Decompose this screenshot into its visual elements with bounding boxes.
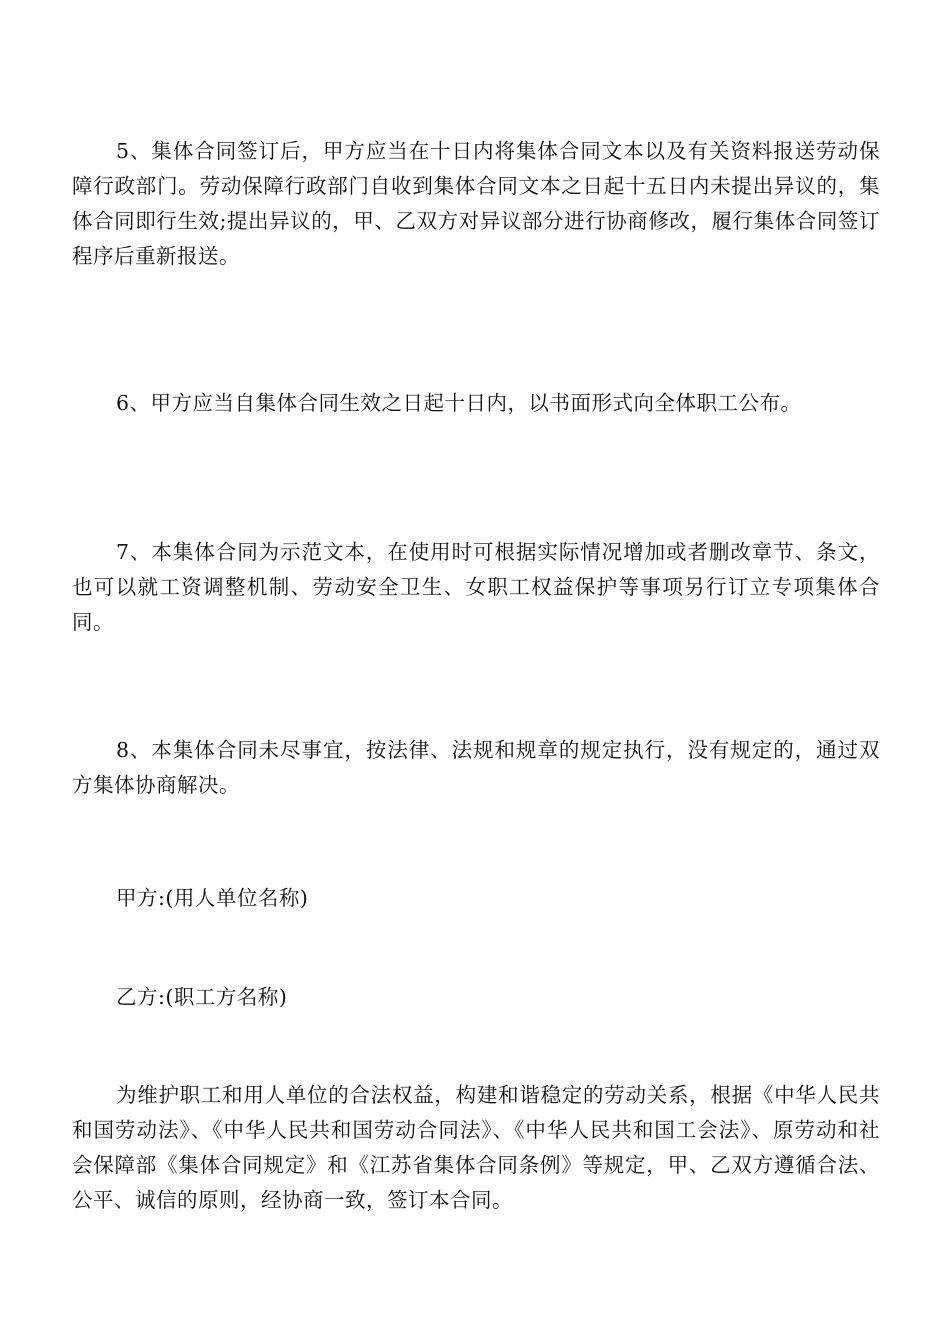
preamble-paragraph: 为维护职工和用人单位的合法权益，构建和谐稳定的劳动关系，根据《中华人民共和国劳动法》、《中华人民共和国劳动合同法》、《中华人民共和国工会法》、原劳动和社会保障部《集体合同规定》和《江苏省集体合同条例》等规定，甲、乙双方遵循合法、公平、诚信的原则，经协商一致，签订本合同。 [72,1083,880,1212]
clause-6-paragraph: 6、甲方应当自集体合同生效之日起十日内，以书面形式向全体职工公布。 [116,391,802,415]
party-a-line: 甲方:(用人单位名称) [116,886,309,910]
party-b-line: 乙方:(职工方名称) [116,985,288,1009]
clause-5-paragraph: 5、集体合同签订后，甲方应当在十日内将集体合同文本以及有关资料报送劳动保障行政部门。劳动保障行政部门自收到集体合同文本之日起十五日内未提出异议的，集体合同即行生效;提出异议的，甲、乙双方对异议部分进行协商修改，履行集体合同签订程序后重新报送。 [72,139,880,268]
clause-8-paragraph: 8、本集体合同未尽事宜，按法律、法规和规章的规定执行，没有规定的，通过双方集体协商解决。 [72,738,880,797]
clause-7-paragraph: 7、本集体合同为示范文本，在使用时可根据实际情况增加或者删改章节、条文，也可以就工资调整机制、劳动安全卫生、女职工权益保护等事项另行订立专项集体合同。 [72,540,880,634]
